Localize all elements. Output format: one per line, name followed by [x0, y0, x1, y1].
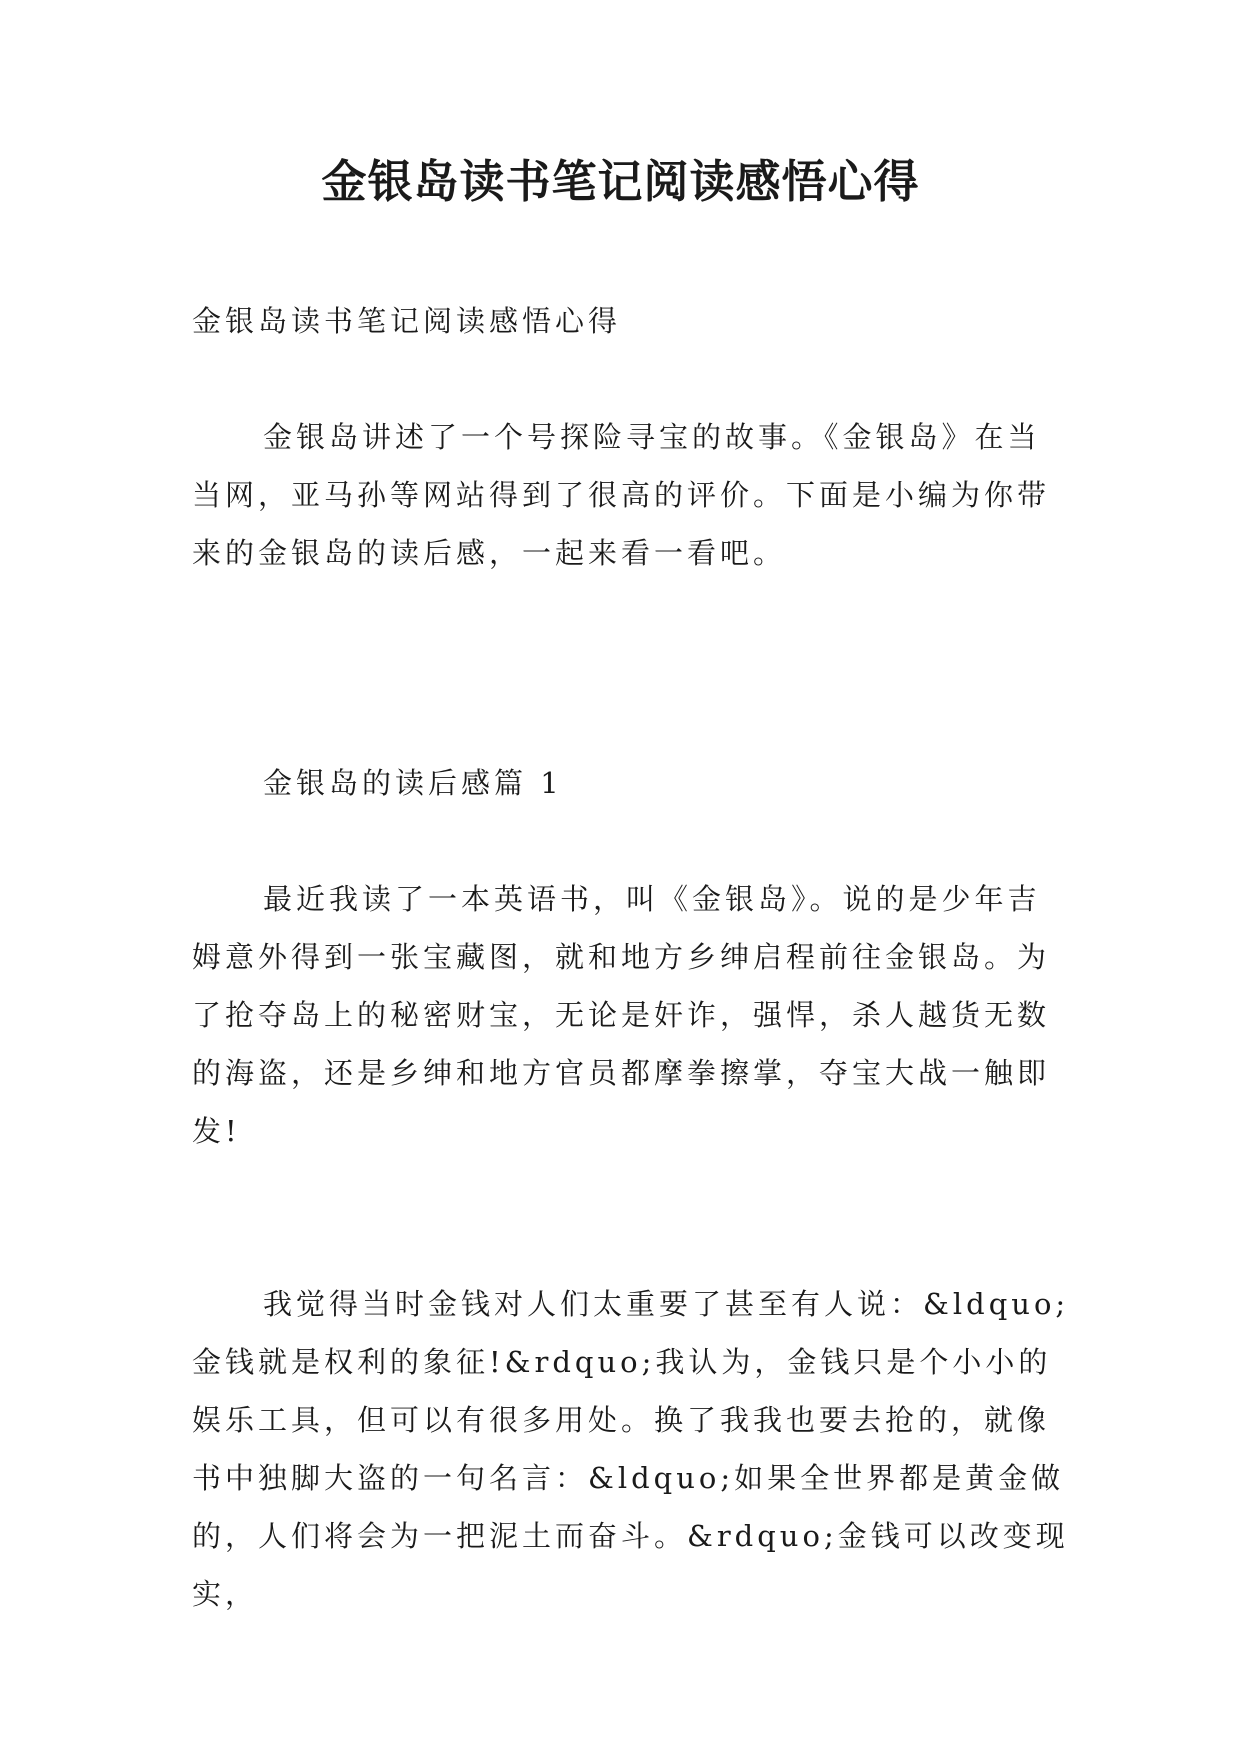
document-title: 金银岛读书笔记阅读感悟心得: [321, 155, 920, 208]
document-body: [192, 292, 1072, 1623]
paragraph-opinion: 我觉得当时金钱对人们太重要了甚至有人说：&ldquo;金钱就是权利的象征!&rdquo;我认为，金钱只是个小小的娱乐工具，但可以有很多用处。换了我我也要去抢的，就像书中独脚大盗的一句名言：&ldquo;如果全世界都是黄金做的，人们将会为一把泥土而奋斗。&rdquo;金钱可以改变现实，: [192, 1287, 1070, 1611]
paragraph-summary: 最近我读了一本英语书，叫《金银岛》。说的是少年吉姆意外得到一张宝藏图，就和地方乡绅启程前往金银岛。为了抢夺岛上的秘密财宝，无论是奸诈，强悍，杀人越货无数的海盗，还是乡绅和地方官员都摩拳擦掌，夺宝大战一触即发!: [192, 882, 1051, 1148]
paragraph-intro: 金银岛讲述了一个号探险寻宝的故事。《金银岛》在当当网，亚马孙等网站得到了很高的评价。下面是小编为你带来的金银岛的读后感，一起来看一看吧。: [192, 420, 1051, 570]
document-subtitle: 金银岛读书笔记阅读感悟心得: [192, 304, 622, 338]
section-heading: 金银岛的读后感篇 1: [263, 766, 563, 800]
